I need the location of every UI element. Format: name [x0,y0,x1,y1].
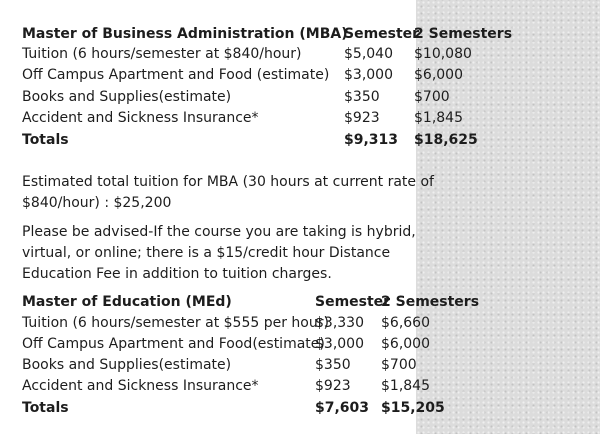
med-totals-two-semesters: $15,205 [381,400,445,416]
mba-col-semester: Semester [344,26,420,42]
mba-row-semester-value: $923 [344,110,380,126]
mba-row-semester-value: $5,040 [344,46,393,62]
med-row-label: Books and Supplies(estimate) [22,357,232,373]
mba-estimate-note [22,172,434,214]
mba-row-label: Books and Supplies(estimate) [22,89,232,105]
med-row-semester-value: $3,000 [315,336,364,352]
mba-totals-semester: $9,313 [344,132,399,148]
med-row-semester-value: $350 [315,357,351,373]
med-row-semester-value: $3,330 [315,315,364,331]
mba-row-two-semesters-value: $700 [414,89,450,105]
med-row-two-semesters-value: $6,000 [381,336,430,352]
advisory-line: Please be advised-If the course you are taking is hybrid, [22,224,416,240]
distance-fee-advisory [22,222,416,285]
med-col-semester: Semester [315,294,391,310]
med-row-label: Tuition (6 hours/semester at $555 per hour) [22,315,329,331]
med-row-label: Off Campus Apartment and Food(estimate) [22,336,325,352]
med-totals-label: Totals [22,400,69,416]
mba-table-header: Master of Business Administration (MBA) [22,26,348,42]
med-row-semester-value: $923 [315,378,351,394]
med-row-two-semesters-value: $6,660 [381,315,430,331]
mba-row-label: Accident and Sickness Insurance* [22,110,259,126]
med-row-two-semesters-value: $700 [381,357,417,373]
med-row-two-semesters-value: $1,845 [381,378,430,394]
med-table-header: Master of Education (MEd) [22,294,232,310]
mba-totals-two-semesters: $18,625 [414,132,478,148]
mba-row-two-semesters-value: $1,845 [414,110,463,126]
estimate-line: Estimated total tuition for MBA (30 hours at current rate of [22,174,434,190]
estimate-line: $840/hour) : $25,200 [22,195,172,211]
med-row-label: Accident and Sickness Insurance* [22,378,259,394]
advisory-line: virtual, or online; there is a $15/credit hour Distance [22,245,391,261]
mba-col-two-semesters: 2 Semesters [414,26,513,42]
mba-row-two-semesters-value: $10,080 [414,46,472,62]
med-totals-semester: $7,603 [315,400,370,416]
mba-row-two-semesters-value: $6,000 [414,67,463,83]
mba-row-label: Off Campus Apartment and Food (estimate) [22,67,330,83]
mba-row-semester-value: $3,000 [344,67,393,83]
mba-totals-label: Totals [22,132,69,148]
mba-row-label: Tuition (6 hours/semester at $840/hour) [22,46,302,62]
med-col-two-semesters: 2 Semesters [381,294,480,310]
advisory-line: Education Fee in addition to tuition charges. [22,266,332,282]
mba-row-semester-value: $350 [344,89,380,105]
